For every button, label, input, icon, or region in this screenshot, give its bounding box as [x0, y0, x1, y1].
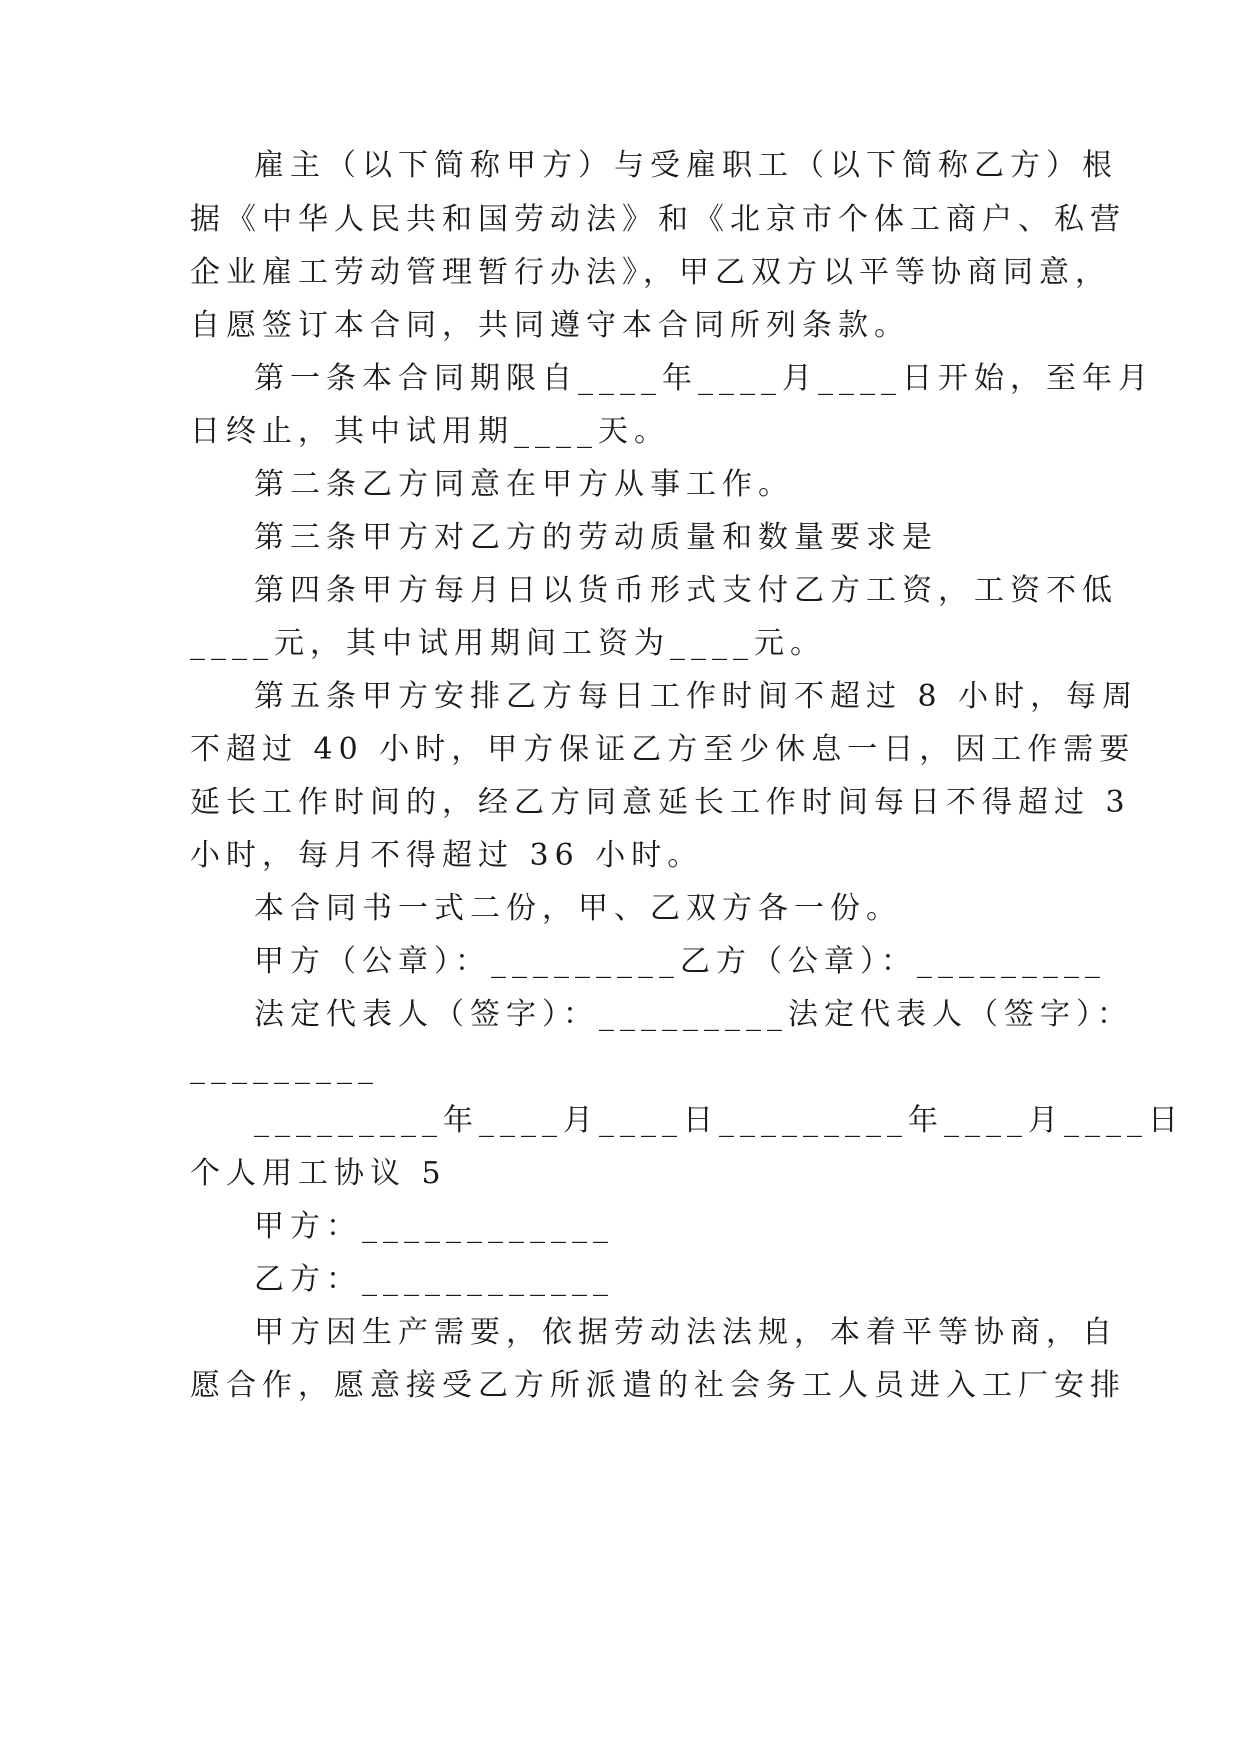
article-5-line-2: 不超过 40 小时，甲方保证乙方至少休息一日，因工作需要	[190, 732, 1136, 767]
article-5-line-1: 第五条甲方安排乙方每日工作时间不超过 8 小时，每周	[254, 679, 1139, 714]
article-1-line-2: 日终止，其中试用期____天。	[190, 414, 670, 449]
article-3-line: 第三条甲方对乙方的劳动质量和数量要求是	[254, 520, 938, 555]
agreement-5-paragraph-line-2: 愿合作，愿意接受乙方所派遣的社会务工人员进入工厂安排	[190, 1368, 1126, 1403]
paragraph-intro-line-4: 自愿签订本合同，共同遵守本合同所列条款。	[190, 308, 910, 343]
paragraph-intro-line-2: 据《中华人民共和国劳动法》和《北京市个体工商户、私营	[190, 202, 1126, 237]
party-b-line: 乙方：____________	[254, 1262, 614, 1297]
signature-line: 法定代表人（签字）：_________法定代表人（签字）：	[254, 997, 1133, 1032]
article-5-line-3: 延长工作时间的，经乙方同意延长工作时间每日不得超过 3	[190, 785, 1131, 820]
article-4-line-2: ____元，其中试用期间工资为____元。	[190, 626, 826, 661]
paragraph-intro-line-3: 企业雇工劳动管理暂行办法》，甲乙双方以平等协商同意，	[190, 255, 1111, 290]
article-2-line: 第二条乙方同意在甲方从事工作。	[254, 467, 794, 502]
article-4-line-1: 第四条甲方每月日以货币形式支付乙方工资，工资不低	[254, 573, 1118, 608]
agreement-5-paragraph-line-1: 甲方因生产需要，依据劳动法法规，本着平等协商，自	[254, 1315, 1118, 1350]
seal-line: 甲方（公章）：_________乙方（公章）：_________	[254, 944, 1106, 979]
party-a-line: 甲方：____________	[254, 1209, 614, 1244]
paragraph-intro-line-1: 雇主（以下简称甲方）与受雇职工（以下简称乙方）根	[254, 148, 1118, 183]
article-1-line-1: 第一条本合同期限自____年____月____日开始，至年月	[254, 361, 1154, 396]
agreement-5-heading: 个人用工协议 5	[190, 1156, 447, 1191]
signature-blank-line: _________	[190, 1050, 379, 1085]
article-5-line-4: 小时，每月不得超过 36 小时。	[190, 838, 704, 873]
date-line: _________年____月____日_________年____月____日	[254, 1103, 1184, 1138]
copies-clause-line: 本合同书一式二份，甲、乙双方各一份。	[254, 891, 902, 926]
